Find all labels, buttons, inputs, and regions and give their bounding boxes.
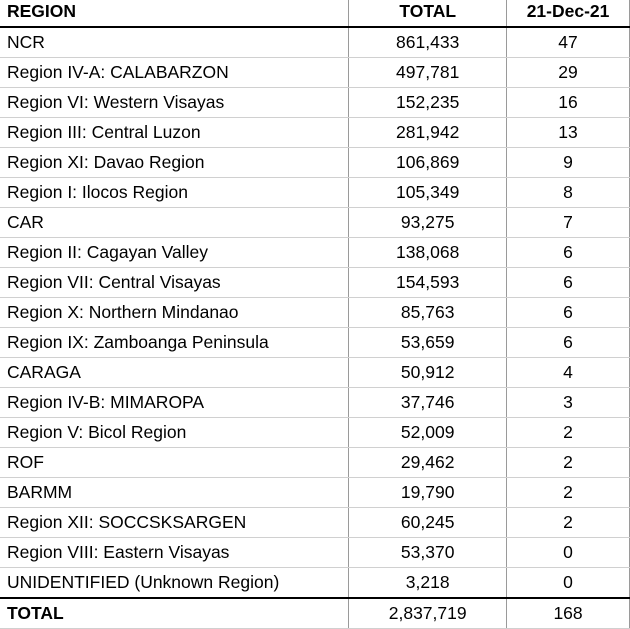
date-cell: 16 xyxy=(507,88,630,118)
date-cell: 7 xyxy=(507,208,630,238)
total-cell: 50,912 xyxy=(349,358,507,388)
region-cell: UNIDENTIFIED (Unknown Region) xyxy=(0,568,349,599)
total-cell: 19,790 xyxy=(349,478,507,508)
date-total-cell: 168 xyxy=(507,598,630,629)
table-row xyxy=(0,238,630,268)
table-row xyxy=(0,508,630,538)
region-cell: NCR xyxy=(0,27,349,58)
header-total: TOTAL xyxy=(349,0,507,27)
table-row xyxy=(0,388,630,418)
region-cell: Region V: Bicol Region xyxy=(0,418,349,448)
date-cell: 3 xyxy=(507,388,630,418)
table-row xyxy=(0,538,630,568)
date-cell: 2 xyxy=(507,418,630,448)
header-row xyxy=(0,0,630,27)
total-cell: 93,275 xyxy=(349,208,507,238)
table-body xyxy=(0,27,630,629)
region-cell: CARAGA xyxy=(0,358,349,388)
total-cell: 37,746 xyxy=(349,388,507,418)
total-cell: 60,245 xyxy=(349,508,507,538)
table-row xyxy=(0,568,630,599)
region-cell: Region II: Cagayan Valley xyxy=(0,238,349,268)
date-cell: 29 xyxy=(507,58,630,88)
total-cell: 861,433 xyxy=(349,27,507,58)
date-cell: 4 xyxy=(507,358,630,388)
grand-total-cell: 2,837,719 xyxy=(349,598,507,629)
total-cell: 52,009 xyxy=(349,418,507,448)
region-cell: Region XII: SOCCSKSARGEN xyxy=(0,508,349,538)
date-cell: 0 xyxy=(507,568,630,599)
region-cell: Region VII: Central Visayas xyxy=(0,268,349,298)
total-cell: 281,942 xyxy=(349,118,507,148)
date-cell: 6 xyxy=(507,328,630,358)
table-row xyxy=(0,148,630,178)
date-cell: 2 xyxy=(507,448,630,478)
region-cell: BARMM xyxy=(0,478,349,508)
table-row xyxy=(0,478,630,508)
table-row xyxy=(0,208,630,238)
region-cell: ROF xyxy=(0,448,349,478)
date-cell: 6 xyxy=(507,298,630,328)
region-cell: Region IV-A: CALABARZON xyxy=(0,58,349,88)
date-cell: 13 xyxy=(507,118,630,148)
date-cell: 0 xyxy=(507,538,630,568)
region-cell: Region XI: Davao Region xyxy=(0,148,349,178)
total-cell: 29,462 xyxy=(349,448,507,478)
region-cell: Region VI: Western Visayas xyxy=(0,88,349,118)
total-cell: 154,593 xyxy=(349,268,507,298)
table-row xyxy=(0,448,630,478)
region-cell: Region I: Ilocos Region xyxy=(0,178,349,208)
table-row xyxy=(0,88,630,118)
table-row xyxy=(0,58,630,88)
region-cell: Region X: Northern Mindanao xyxy=(0,298,349,328)
date-cell: 6 xyxy=(507,238,630,268)
date-cell: 6 xyxy=(507,268,630,298)
total-row xyxy=(0,598,630,629)
total-cell: 3,218 xyxy=(349,568,507,599)
header-date: 21-Dec-21 xyxy=(507,0,630,27)
total-cell: 85,763 xyxy=(349,298,507,328)
table-row xyxy=(0,268,630,298)
date-cell: 2 xyxy=(507,478,630,508)
region-cell: Region VIII: Eastern Visayas xyxy=(0,538,349,568)
table-row xyxy=(0,298,630,328)
total-cell: 497,781 xyxy=(349,58,507,88)
table-row xyxy=(0,118,630,148)
total-label-cell: TOTAL xyxy=(0,598,349,629)
header-region: REGION xyxy=(0,0,349,27)
region-cell: Region III: Central Luzon xyxy=(0,118,349,148)
region-cell: CAR xyxy=(0,208,349,238)
total-cell: 53,659 xyxy=(349,328,507,358)
table-row xyxy=(0,328,630,358)
table-row xyxy=(0,178,630,208)
total-cell: 53,370 xyxy=(349,538,507,568)
total-cell: 106,869 xyxy=(349,148,507,178)
region-cell: Region IV-B: MIMAROPA xyxy=(0,388,349,418)
table-row xyxy=(0,27,630,58)
date-cell: 47 xyxy=(507,27,630,58)
date-cell: 9 xyxy=(507,148,630,178)
table-row xyxy=(0,358,630,388)
region-cell: Region IX: Zamboanga Peninsula xyxy=(0,328,349,358)
date-cell: 8 xyxy=(507,178,630,208)
date-cell: 2 xyxy=(507,508,630,538)
total-cell: 105,349 xyxy=(349,178,507,208)
total-cell: 138,068 xyxy=(349,238,507,268)
table-row xyxy=(0,418,630,448)
total-cell: 152,235 xyxy=(349,88,507,118)
